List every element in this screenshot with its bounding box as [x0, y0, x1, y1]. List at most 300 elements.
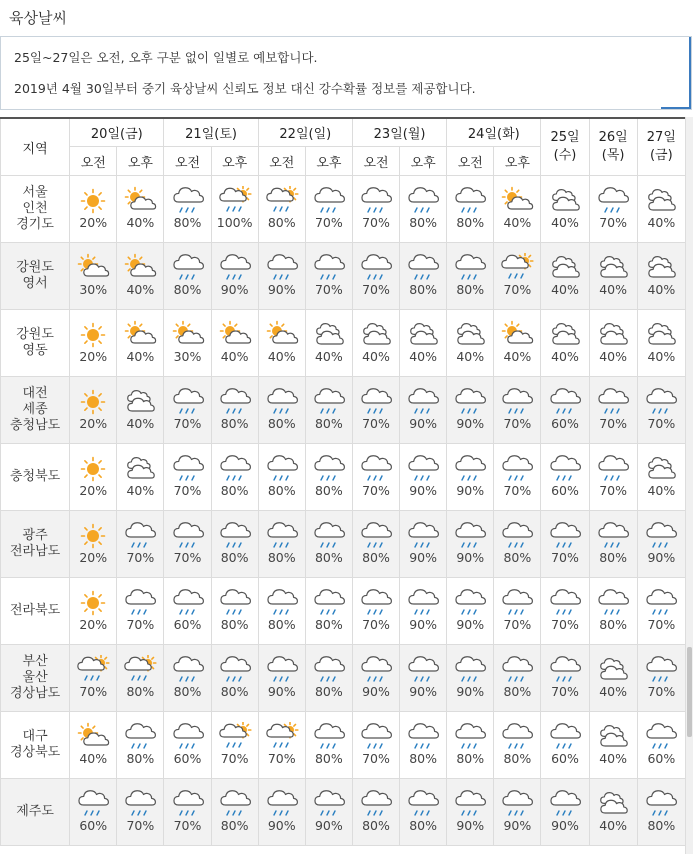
precip-probability: 40% — [551, 349, 579, 364]
forecast-cell — [117, 377, 164, 444]
rain-cloud-icon — [306, 253, 352, 283]
rain-cloud-icon — [541, 588, 588, 618]
forecast-cell — [637, 243, 685, 310]
cloudy-icon — [447, 320, 493, 350]
table-row — [1, 176, 686, 243]
forecast-cell — [541, 377, 589, 444]
page-title: 육상날씨 — [9, 9, 67, 27]
forecast-cell — [305, 444, 352, 511]
precip-probability: 40% — [362, 349, 390, 364]
precip-probability: 80% — [599, 550, 628, 565]
precip-probability: 80% — [220, 617, 249, 632]
forecast-cell — [70, 243, 117, 310]
forecast-cell — [164, 377, 211, 444]
forecast-cell — [164, 176, 211, 243]
forecast-cell — [352, 444, 399, 511]
precip-probability: 80% — [362, 818, 390, 833]
forecast-cell — [164, 779, 211, 846]
precip-probability: 90% — [456, 416, 485, 431]
forecast-cell — [305, 645, 352, 712]
forecast-cell — [117, 779, 164, 846]
precip-probability: 80% — [503, 751, 532, 766]
cloudy-icon — [590, 320, 637, 350]
rain-cloud-icon — [117, 722, 163, 752]
rain-cloud-icon — [590, 454, 637, 484]
forecast-cell — [305, 310, 352, 377]
forecast-cell — [258, 779, 305, 846]
table-row — [1, 779, 686, 846]
rain-cloud-icon — [638, 387, 685, 417]
precip-probability: 40% — [126, 282, 155, 297]
forecast-cell — [164, 578, 211, 645]
precip-probability: 80% — [314, 617, 343, 632]
rain-cloud-icon — [638, 789, 685, 819]
forecast-cell — [447, 310, 494, 377]
precip-probability: 80% — [314, 416, 343, 431]
rain-cloud-icon — [638, 521, 685, 551]
partly-cloudy-icon — [70, 253, 116, 283]
forecast-cell — [637, 779, 685, 846]
forecast-cell — [589, 779, 637, 846]
rain-cloud-icon — [117, 789, 163, 819]
rain-cloud-icon — [164, 655, 210, 685]
precip-probability: 80% — [409, 282, 438, 297]
precip-probability: 40% — [599, 751, 628, 766]
rain-cloud-icon — [541, 454, 588, 484]
day-header: 24일(화) — [447, 118, 541, 147]
rain-cloud-icon — [164, 253, 210, 283]
precip-probability: 70% — [647, 684, 676, 699]
forecast-cell — [211, 511, 258, 578]
forecast-cell — [541, 779, 589, 846]
precip-probability: 90% — [647, 550, 676, 565]
forecast-cell — [541, 712, 589, 779]
rain-cloud-icon — [164, 387, 210, 417]
forecast-cell — [211, 779, 258, 846]
forecast-cell — [117, 444, 164, 511]
rain-cloud-icon — [447, 521, 493, 551]
cloudy-icon — [117, 454, 163, 484]
cloudy-icon — [638, 320, 685, 350]
day-header: 21일(토) — [164, 118, 258, 147]
forecast-cell — [164, 243, 211, 310]
rain-cloud-icon — [494, 454, 540, 484]
precip-probability: 80% — [173, 684, 202, 699]
region-name: 충청북도 — [1, 444, 70, 511]
rain-cloud-icon — [259, 454, 305, 484]
forecast-cell — [400, 377, 447, 444]
rain-cloud-icon — [212, 655, 258, 685]
rain-cloud-icon — [494, 521, 540, 551]
forecast-cell — [352, 176, 399, 243]
cloudy-icon — [541, 253, 588, 283]
rain-cloud-icon — [306, 521, 352, 551]
forecast-cell — [541, 645, 589, 712]
am-header: 오전 — [70, 147, 117, 176]
precip-probability: 60% — [79, 818, 108, 833]
rain-cloud-icon — [494, 789, 540, 819]
forecast-cell — [494, 243, 541, 310]
precip-probability: 80% — [173, 215, 202, 230]
forecast-cell — [589, 511, 637, 578]
cloud-rain-sun-icon — [259, 186, 305, 216]
rain-cloud-icon — [400, 186, 446, 216]
precip-probability: 70% — [79, 684, 108, 699]
precip-probability: 90% — [456, 617, 485, 632]
forecast-cell — [305, 578, 352, 645]
rain-cloud-icon — [164, 186, 210, 216]
forecast-cell — [117, 176, 164, 243]
precip-probability: 20% — [79, 483, 108, 498]
rain-cloud-icon — [164, 722, 210, 752]
forecast-cell — [637, 712, 685, 779]
precip-probability: 80% — [314, 751, 343, 766]
rain-cloud-icon — [447, 387, 493, 417]
forecast-cell — [70, 176, 117, 243]
precip-probability: 80% — [456, 751, 485, 766]
am-header: 오전 — [258, 147, 305, 176]
forecast-cell — [494, 578, 541, 645]
notice-scroll-corner — [659, 37, 691, 109]
table-row — [1, 310, 686, 377]
rain-cloud-icon — [212, 387, 258, 417]
forecast-cell — [589, 377, 637, 444]
precip-probability: 70% — [126, 617, 155, 632]
rain-cloud-icon — [353, 722, 399, 752]
rain-cloud-icon — [447, 588, 493, 618]
precip-probability: 90% — [409, 416, 438, 431]
precip-probability: 40% — [551, 282, 579, 297]
rain-cloud-icon — [212, 521, 258, 551]
precip-probability: 100% — [216, 215, 253, 230]
precip-probability: 70% — [173, 818, 202, 833]
rain-cloud-icon — [447, 655, 493, 685]
precip-probability: 80% — [456, 215, 485, 230]
forecast-cell — [352, 377, 399, 444]
forecast-cell — [305, 377, 352, 444]
forecast-cell — [70, 444, 117, 511]
pm-header: 오후 — [400, 147, 447, 176]
pm-header: 오후 — [494, 147, 541, 176]
forecast-cell — [305, 712, 352, 779]
cloudy-icon — [541, 186, 588, 216]
forecast-cell — [589, 310, 637, 377]
precip-probability: 20% — [79, 416, 108, 431]
precip-probability: 60% — [173, 617, 202, 632]
cloudy-icon — [353, 320, 399, 350]
forecast-cell — [447, 779, 494, 846]
precip-probability: 80% — [456, 282, 485, 297]
precip-probability: 80% — [267, 215, 296, 230]
forecast-cell — [637, 645, 685, 712]
forecast-cell — [117, 578, 164, 645]
rain-cloud-icon — [306, 454, 352, 484]
rain-cloud-icon — [541, 521, 588, 551]
rain-cloud-icon — [212, 588, 258, 618]
forecast-cell — [164, 310, 211, 377]
vertical-scrollbar[interactable] — [685, 117, 693, 854]
precip-probability: 90% — [267, 282, 296, 297]
sunny-icon — [70, 454, 116, 484]
precip-probability: 80% — [599, 617, 628, 632]
precip-probability: 80% — [267, 483, 296, 498]
forecast-cell — [447, 176, 494, 243]
am-header: 오전 — [447, 147, 494, 176]
precip-probability: 40% — [599, 684, 628, 699]
forecast-cell — [400, 310, 447, 377]
precip-probability: 40% — [647, 282, 676, 297]
cloud-rain-sun-icon — [259, 722, 305, 752]
precip-probability: 90% — [456, 483, 485, 498]
rain-cloud-icon — [117, 521, 163, 551]
forecast-cell — [589, 243, 637, 310]
precip-probability: 80% — [314, 550, 343, 565]
rain-cloud-icon — [306, 655, 352, 685]
table-row — [1, 243, 686, 310]
precip-probability: 70% — [599, 416, 628, 431]
forecast-cell — [117, 511, 164, 578]
region-name: 강원도 영서 — [1, 243, 70, 310]
cloud-rain-sun-icon — [494, 253, 540, 283]
forecast-cell — [541, 511, 589, 578]
forecast-cell — [211, 645, 258, 712]
forecast-cell — [352, 645, 399, 712]
forecast-cell — [258, 310, 305, 377]
rain-cloud-icon — [400, 387, 446, 417]
forecast-cell — [117, 645, 164, 712]
cloud-rain-sun-icon — [70, 655, 116, 685]
rain-cloud-icon — [353, 454, 399, 484]
forecast-cell — [637, 444, 685, 511]
region-name: 부산 울산 경상남도 — [1, 645, 70, 712]
precip-probability: 40% — [79, 751, 108, 766]
precip-probability: 30% — [79, 282, 108, 297]
precip-probability: 70% — [551, 550, 579, 565]
forecast-cell — [211, 712, 258, 779]
rain-cloud-icon — [400, 454, 446, 484]
cloudy-icon — [590, 253, 637, 283]
forecast-cell — [447, 511, 494, 578]
precip-probability: 70% — [503, 483, 532, 498]
forecast-cell — [447, 444, 494, 511]
forecast-cell — [400, 578, 447, 645]
rain-cloud-icon — [259, 521, 305, 551]
precip-probability: 90% — [456, 684, 485, 699]
precip-probability: 70% — [503, 416, 532, 431]
rain-cloud-icon — [447, 454, 493, 484]
forecast-cell — [70, 779, 117, 846]
precip-probability: 60% — [551, 751, 579, 766]
precip-probability: 40% — [456, 349, 485, 364]
am-header: 오전 — [352, 147, 399, 176]
region-name: 서울 인천 경기도 — [1, 176, 70, 243]
forecast-cell — [258, 578, 305, 645]
forecast-cell — [258, 712, 305, 779]
precip-probability: 70% — [362, 751, 390, 766]
forecast-cell — [541, 444, 589, 511]
partly-cloudy-icon — [117, 320, 163, 350]
precip-probability: 80% — [126, 684, 155, 699]
precip-probability: 40% — [267, 349, 296, 364]
forecast-cell — [70, 511, 117, 578]
precip-probability: 80% — [220, 416, 249, 431]
precip-probability: 90% — [409, 483, 438, 498]
table-row — [1, 712, 686, 779]
rain-cloud-icon — [541, 722, 588, 752]
precip-probability: 80% — [220, 550, 249, 565]
precip-probability: 80% — [126, 751, 155, 766]
partly-cloudy-icon — [259, 320, 305, 350]
forecast-cell — [211, 243, 258, 310]
rain-cloud-icon — [259, 588, 305, 618]
sunny-icon — [70, 387, 116, 417]
forecast-cell — [400, 444, 447, 511]
forecast-cell — [400, 511, 447, 578]
precip-probability: 70% — [267, 751, 296, 766]
partly-cloudy-icon — [70, 722, 116, 752]
rain-cloud-icon — [306, 588, 352, 618]
partly-cloudy-icon — [494, 320, 540, 350]
precip-probability: 70% — [220, 751, 249, 766]
precip-probability: 80% — [362, 550, 390, 565]
precip-probability: 70% — [126, 818, 155, 833]
forecast-cell — [258, 377, 305, 444]
forecast-cell — [400, 712, 447, 779]
forecast-cell — [117, 310, 164, 377]
rain-cloud-icon — [306, 387, 352, 417]
notice-box — [0, 36, 692, 110]
rain-cloud-icon — [164, 454, 210, 484]
precip-probability: 80% — [503, 550, 532, 565]
precip-probability: 90% — [362, 684, 390, 699]
precip-probability: 90% — [409, 550, 438, 565]
day-header: 26일 (목) — [589, 118, 637, 176]
precip-probability: 20% — [79, 349, 108, 364]
forecast-cell — [494, 645, 541, 712]
precip-probability: 80% — [503, 684, 532, 699]
forecast-cell — [70, 310, 117, 377]
forecast-cell — [541, 310, 589, 377]
forecast-cell — [258, 176, 305, 243]
rain-cloud-icon — [353, 387, 399, 417]
region-name: 강원도 영동 — [1, 310, 70, 377]
forecast-cell — [70, 712, 117, 779]
precip-probability: 90% — [409, 684, 438, 699]
rain-cloud-icon — [306, 722, 352, 752]
forecast-cell — [589, 176, 637, 243]
rain-cloud-icon — [353, 789, 399, 819]
precip-probability: 70% — [647, 617, 676, 632]
cloud-rain-sun-icon — [117, 655, 163, 685]
rain-cloud-icon — [259, 387, 305, 417]
precip-probability: 40% — [551, 215, 579, 230]
precip-probability: 70% — [314, 282, 343, 297]
sunny-icon — [70, 186, 116, 216]
scrollbar-thumb[interactable] — [687, 647, 692, 737]
forecast-cell — [637, 310, 685, 377]
rain-cloud-icon — [590, 387, 637, 417]
rain-cloud-icon — [494, 387, 540, 417]
precip-probability: 80% — [220, 818, 249, 833]
precip-probability: 70% — [314, 215, 343, 230]
precip-probability: 70% — [599, 215, 628, 230]
precip-probability: 60% — [551, 483, 579, 498]
precip-probability: 40% — [599, 282, 628, 297]
forecast-cell — [258, 243, 305, 310]
forecast-cell — [494, 712, 541, 779]
precip-probability: 90% — [551, 818, 579, 833]
precip-probability: 20% — [79, 550, 108, 565]
precip-probability: 60% — [551, 416, 579, 431]
precip-probability: 40% — [126, 483, 155, 498]
precip-probability: 70% — [503, 617, 532, 632]
forecast-cell — [352, 310, 399, 377]
precip-probability: 70% — [362, 617, 390, 632]
forecast-cell — [589, 712, 637, 779]
partly-cloudy-icon — [494, 186, 540, 216]
precip-probability: 70% — [551, 684, 579, 699]
rain-cloud-icon — [590, 588, 637, 618]
forecast-cell — [589, 444, 637, 511]
forecast-cell — [494, 176, 541, 243]
precip-probability: 80% — [267, 416, 296, 431]
forecast-cell — [211, 377, 258, 444]
precip-probability: 80% — [173, 282, 202, 297]
precip-probability: 70% — [362, 416, 390, 431]
precip-probability: 80% — [647, 818, 676, 833]
rain-cloud-icon — [259, 789, 305, 819]
rain-cloud-icon — [400, 588, 446, 618]
precip-probability: 90% — [267, 818, 296, 833]
forecast-cell — [541, 176, 589, 243]
region-name: 제주도 — [1, 779, 70, 846]
precip-probability: 40% — [503, 215, 532, 230]
rain-cloud-icon — [541, 789, 588, 819]
precip-probability: 80% — [220, 483, 249, 498]
rain-cloud-icon — [306, 789, 352, 819]
rain-cloud-icon — [70, 789, 116, 819]
region-name: 광주 전라남도 — [1, 511, 70, 578]
rain-cloud-icon — [400, 789, 446, 819]
forecast-cell — [117, 243, 164, 310]
precip-probability: 80% — [267, 617, 296, 632]
precip-probability: 70% — [173, 416, 202, 431]
forecast-cell — [164, 444, 211, 511]
precip-probability: 70% — [551, 617, 579, 632]
forecast-cell — [258, 645, 305, 712]
rain-cloud-icon — [590, 186, 637, 216]
rain-cloud-icon — [541, 387, 588, 417]
forecast-cell — [637, 578, 685, 645]
rain-cloud-icon — [494, 722, 540, 752]
precip-probability: 40% — [647, 483, 676, 498]
forecast-cell — [258, 511, 305, 578]
precip-probability: 80% — [409, 751, 438, 766]
forecast-cell — [258, 444, 305, 511]
partly-cloudy-icon — [117, 253, 163, 283]
rain-cloud-icon — [212, 454, 258, 484]
forecast-cell — [305, 511, 352, 578]
forecast-cell — [637, 511, 685, 578]
cloudy-icon — [400, 320, 446, 350]
rain-cloud-icon — [494, 655, 540, 685]
forecast-cell — [70, 645, 117, 712]
precip-probability: 40% — [409, 349, 438, 364]
sunny-icon — [70, 521, 116, 551]
rain-cloud-icon — [259, 253, 305, 283]
cloudy-icon — [638, 253, 685, 283]
rain-cloud-icon — [400, 253, 446, 283]
